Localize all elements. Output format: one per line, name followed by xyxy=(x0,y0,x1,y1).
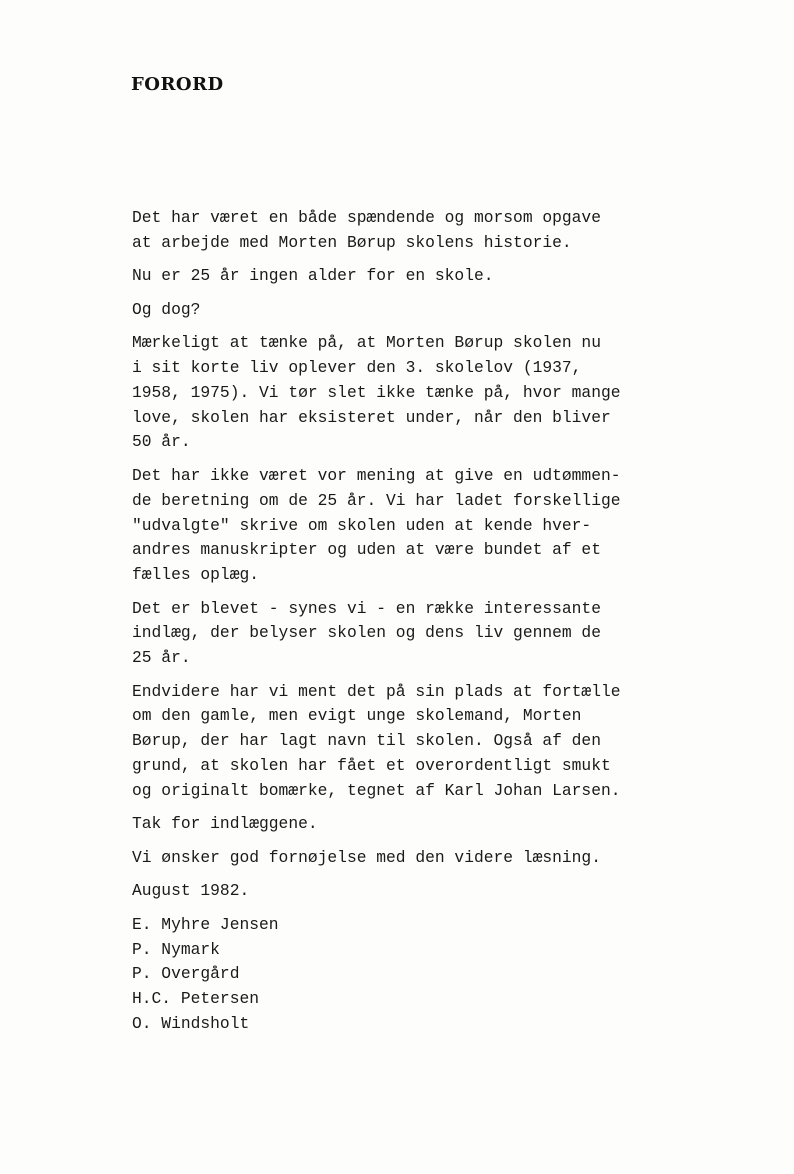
text-line: Det har ikke været vor mening at give en udtømmen- xyxy=(132,465,621,485)
text-line: August 1982. xyxy=(132,881,250,901)
text-line: Vi ønsker god fornøjelse med den videre læsning. xyxy=(132,847,601,867)
text-line: love, skolen har eksisteret under, når den bliver xyxy=(132,407,611,427)
date-line xyxy=(132,879,772,904)
text-line: og originalt bomærke, tegnet af Karl Johan Larsen. xyxy=(132,780,621,800)
text-line: i sit korte liv oplever den 3. skolelov (1937, xyxy=(132,358,582,378)
signer-name: P. Overgård xyxy=(132,964,240,984)
paragraph-7 xyxy=(132,680,772,804)
paragraph-1 xyxy=(132,206,772,256)
text-line: Nu er 25 år ingen alder for en skole. xyxy=(132,266,494,286)
paragraph-6 xyxy=(132,597,772,671)
paragraph-2 xyxy=(132,264,772,289)
text-line: de beretning om de 25 år. Vi har ladet forskellige xyxy=(132,490,621,510)
signer-name: O. Windsholt xyxy=(132,1013,250,1033)
text-line: Mærkeligt at tænke på, at Morten Børup skolen nu xyxy=(132,333,601,353)
foreword-body xyxy=(132,206,772,1037)
text-line: Og dog? xyxy=(132,299,201,319)
text-line: indlæg, der belyser skolen og dens liv gennem de xyxy=(132,623,601,643)
page-title: FORORD xyxy=(131,74,224,95)
signer-name: E. Myhre Jensen xyxy=(132,914,279,934)
paragraph-5 xyxy=(132,464,772,588)
paragraph-9 xyxy=(132,846,772,871)
paragraph-3 xyxy=(132,298,772,323)
text-line: andres manuskripter og uden at være bundet af et xyxy=(132,540,601,560)
text-line: Det har været en både spændende og morsom opgave xyxy=(132,208,601,227)
text-line: fælles oplæg. xyxy=(132,565,260,585)
paragraph-4 xyxy=(132,331,772,455)
text-line: Det er blevet - synes vi - en række interessante xyxy=(132,598,601,618)
text-line: "udvalgte" skrive om skolen uden at kende hver- xyxy=(132,515,592,535)
signatories-list xyxy=(132,913,772,1037)
paragraph-8 xyxy=(132,812,772,837)
text-line: 25 år. xyxy=(132,648,191,668)
text-line: Endvidere har vi ment det på sin plads at fortælle xyxy=(132,681,621,701)
text-line: grund, at skolen har fået et overordentligt smukt xyxy=(132,756,611,776)
signer-name: P. Nymark xyxy=(132,939,220,959)
text-line: Børup, der har lagt navn til skolen. Også af den xyxy=(132,731,601,751)
text-line: 1958, 1975). Vi tør slet ikke tænke på, hvor mange xyxy=(132,382,621,402)
signer-name: H.C. Petersen xyxy=(132,989,260,1009)
text-line: om den gamle, men evigt unge skolemand, Morten xyxy=(132,706,582,726)
text-line: 50 år. xyxy=(132,432,191,452)
text-line: Tak for indlæggene. xyxy=(132,814,318,834)
text-line: at arbejde med Morten Børup skolens historie. xyxy=(132,232,572,252)
